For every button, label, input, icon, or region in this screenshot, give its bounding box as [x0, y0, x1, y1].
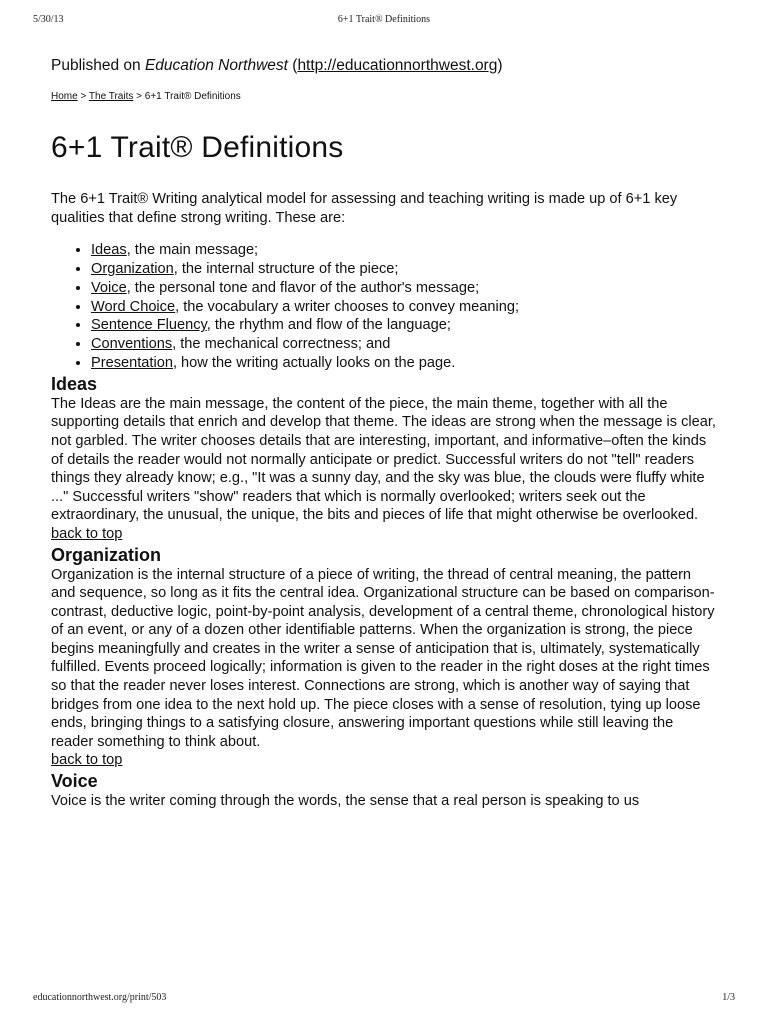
page-count: 1/3	[722, 992, 735, 1003]
trait-description: , the personal tone and flavor of the author's message;	[126, 279, 480, 296]
print-footer	[0, 992, 768, 1008]
published-open: (	[287, 57, 298, 74]
ideas-heading: Ideas	[51, 373, 98, 394]
ideas-paragraph: The Ideas are the main message, the content of the piece, the main theme, together with all the supporting details that enrich and develop that theme. The ideas are strong when the message is clear, not garbled. The writer chooses details that are interesting, important, and informative–often the kinds of details the reader would not normally anticipate or predict. Successful writers do not "tell" readers things they already know; e.g., "It was a sunny day, and the sky was blue, the clouds were fluffy white ..." Successful writers "show" readers that which is normally overlooked; writers seek out the extraordinary, the unusual, the unique, the bits and pieces of life that might otherwise be overlooked.	[51, 395, 716, 524]
trait-description: , how the writing actually looks on the page.	[172, 354, 456, 371]
trait-link-word-choice[interactable]: Word Choice	[91, 298, 176, 315]
page-title: 6+1 Trait® Definitions	[51, 131, 344, 164]
publisher-name: Education Northwest	[144, 57, 288, 74]
trait-description: , the mechanical correctness; and	[172, 336, 391, 353]
print-date: 5/30/13	[33, 14, 64, 25]
list-item	[91, 335, 719, 354]
organization-paragraph: Organization is the internal structure of a piece of writing, the thread of central meaning, the pattern and sequence, so long as it fits the central idea. Organizational structure can be based on comparison-contrast, deductive logic, point-by-point analysis, development of a central theme, chronological history of an event, or any of a dozen other identifiable patterns. When the organization is strong, the piece begins meaningfully and creates in the writer a sense of anticipation that is, ultimately, systematically fulfilled. Events proceed logically; information is given to the reader in the right doses at the right times so that the reader never loses interest. Connections are strong, which is another way of saying that bridges from one idea to the next hold up. The piece closes with a sense of resolution, tying up loose ends, bringing things to a satisfying closure, answering important questions while still leaving the reader something to think about.	[51, 566, 715, 750]
article	[51, 56, 719, 811]
published-line	[51, 56, 719, 76]
list-item	[91, 298, 719, 317]
published-close: )	[497, 57, 503, 74]
print-page-title: 6+1 Trait® Definitions	[337, 14, 431, 25]
breadcrumb-separator: >	[77, 91, 89, 102]
back-to-top-link[interactable]: back to top	[51, 752, 123, 769]
breadcrumb-separator: >	[133, 91, 145, 102]
trait-description: , the vocabulary a writer chooses to convey meaning;	[175, 298, 520, 315]
trait-link-ideas[interactable]: Ideas	[91, 242, 127, 259]
list-item	[91, 260, 719, 279]
trait-link-presentation[interactable]: Presentation	[91, 354, 173, 371]
trait-link-conventions[interactable]: Conventions	[91, 336, 173, 353]
traits-list	[51, 241, 719, 373]
voice-paragraph: Voice is the writer coming through the words, the sense that a real person is speaking to us	[51, 793, 640, 810]
publisher-url-link[interactable]: http://educationnorthwest.org	[297, 57, 498, 74]
published-prefix: Published on	[51, 57, 145, 74]
voice-heading: Voice	[51, 771, 98, 792]
trait-description: , the internal structure of the piece;	[173, 260, 399, 277]
trait-link-organization[interactable]: Organization	[91, 260, 174, 277]
trait-description: , the rhythm and flow of the language;	[206, 317, 451, 334]
organization-heading: Organization	[51, 544, 162, 565]
print-header	[0, 14, 768, 30]
breadcrumb-home-link[interactable]: Home	[51, 91, 78, 102]
trait-link-sentence-fluency[interactable]: Sentence Fluency	[91, 317, 207, 334]
list-item	[91, 354, 719, 373]
breadcrumb-current: 6+1 Trait® Definitions	[144, 91, 241, 102]
breadcrumb	[51, 90, 719, 104]
breadcrumb-traits-link[interactable]: The Traits	[88, 91, 134, 102]
intro-paragraph: The 6+1 Trait® Writing analytical model for assessing and teaching writing is made up of 6+1 key qualities that define strong writing. These are:	[51, 191, 678, 226]
print-url: educationnorthwest.org/print/503	[33, 992, 167, 1003]
list-item	[91, 279, 719, 298]
trait-description: , the main message;	[126, 242, 259, 259]
trait-link-voice[interactable]: Voice	[91, 279, 127, 296]
back-to-top-link[interactable]: back to top	[51, 525, 123, 542]
list-item	[91, 316, 719, 335]
list-item	[91, 241, 719, 260]
